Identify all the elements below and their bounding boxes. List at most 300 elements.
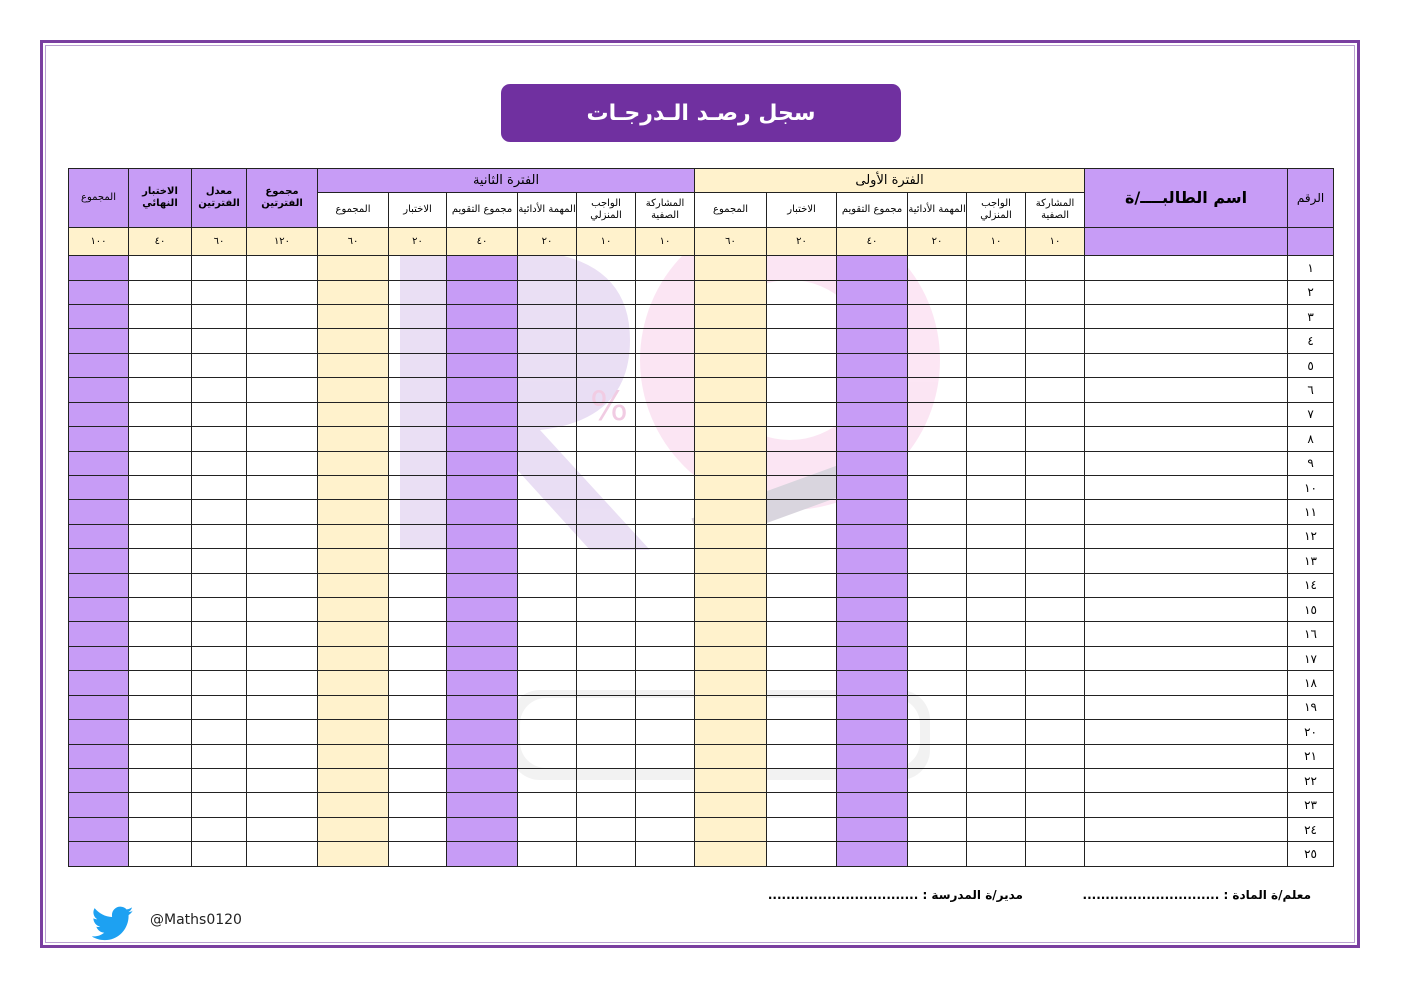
grade-cell[interactable] xyxy=(192,817,247,841)
grade-cell[interactable] xyxy=(577,353,636,377)
grade-cell[interactable] xyxy=(129,695,192,719)
grade-cell[interactable] xyxy=(837,500,908,524)
student-name-cell[interactable] xyxy=(1085,720,1288,744)
grade-cell[interactable] xyxy=(129,402,192,426)
grade-cell[interactable] xyxy=(389,817,447,841)
grade-cell[interactable] xyxy=(318,793,389,817)
grade-cell[interactable] xyxy=(767,695,837,719)
grade-cell[interactable] xyxy=(837,475,908,499)
grade-cell[interactable] xyxy=(695,671,767,695)
grade-cell[interactable] xyxy=(192,671,247,695)
grade-cell[interactable] xyxy=(389,329,447,353)
grade-cell[interactable] xyxy=(636,622,695,646)
grade-cell[interactable] xyxy=(908,671,967,695)
grade-cell[interactable] xyxy=(767,671,837,695)
grade-cell[interactable] xyxy=(247,524,318,548)
grade-cell[interactable] xyxy=(967,500,1026,524)
grade-cell[interactable] xyxy=(636,475,695,499)
grade-cell[interactable] xyxy=(192,256,247,280)
grade-cell[interactable] xyxy=(1026,817,1085,841)
grade-cell[interactable] xyxy=(129,280,192,304)
grade-cell[interactable] xyxy=(837,280,908,304)
grade-cell[interactable] xyxy=(767,793,837,817)
student-name-cell[interactable] xyxy=(1085,402,1288,426)
grade-cell[interactable] xyxy=(908,500,967,524)
student-name-cell[interactable] xyxy=(1085,793,1288,817)
grade-cell[interactable] xyxy=(695,720,767,744)
grade-cell[interactable] xyxy=(247,720,318,744)
grade-cell[interactable] xyxy=(318,280,389,304)
grade-cell[interactable] xyxy=(192,500,247,524)
grade-cell[interactable] xyxy=(129,524,192,548)
grade-cell[interactable] xyxy=(967,817,1026,841)
grade-cell[interactable] xyxy=(577,549,636,573)
grade-cell[interactable] xyxy=(636,598,695,622)
grade-cell[interactable] xyxy=(967,573,1026,597)
grade-cell[interactable] xyxy=(518,427,577,451)
grade-cell[interactable] xyxy=(577,524,636,548)
grade-cell[interactable] xyxy=(837,842,908,867)
grade-cell[interactable] xyxy=(636,304,695,328)
grade-cell[interactable] xyxy=(518,598,577,622)
grade-cell[interactable] xyxy=(447,475,518,499)
grade-cell[interactable] xyxy=(129,622,192,646)
grade-cell[interactable] xyxy=(908,280,967,304)
grade-cell[interactable] xyxy=(695,378,767,402)
grade-cell[interactable] xyxy=(767,573,837,597)
grade-cell[interactable] xyxy=(389,598,447,622)
grade-cell[interactable] xyxy=(518,549,577,573)
grade-cell[interactable] xyxy=(1026,329,1085,353)
grade-cell[interactable] xyxy=(636,280,695,304)
grade-cell[interactable] xyxy=(518,744,577,768)
grade-cell[interactable] xyxy=(577,451,636,475)
grade-cell[interactable] xyxy=(447,280,518,304)
grade-cell[interactable] xyxy=(577,475,636,499)
grade-cell[interactable] xyxy=(447,304,518,328)
grade-cell[interactable] xyxy=(247,402,318,426)
grade-cell[interactable] xyxy=(837,573,908,597)
grade-cell[interactable] xyxy=(247,671,318,695)
student-name-cell[interactable] xyxy=(1085,598,1288,622)
grade-cell[interactable] xyxy=(837,646,908,670)
grade-cell[interactable] xyxy=(389,353,447,377)
grade-cell[interactable] xyxy=(447,378,518,402)
grade-cell[interactable] xyxy=(695,475,767,499)
grade-cell[interactable] xyxy=(695,817,767,841)
grade-cell[interactable] xyxy=(129,353,192,377)
grade-cell[interactable] xyxy=(967,524,1026,548)
grade-cell[interactable] xyxy=(967,720,1026,744)
grade-cell[interactable] xyxy=(318,378,389,402)
grade-cell[interactable] xyxy=(192,304,247,328)
grade-cell[interactable] xyxy=(577,573,636,597)
grade-cell[interactable] xyxy=(636,744,695,768)
grade-cell[interactable] xyxy=(447,671,518,695)
grade-cell[interactable] xyxy=(1026,256,1085,280)
grade-cell[interactable] xyxy=(577,256,636,280)
student-name-cell[interactable] xyxy=(1085,475,1288,499)
grade-cell[interactable] xyxy=(767,304,837,328)
grade-cell[interactable] xyxy=(908,842,967,867)
grade-cell[interactable] xyxy=(318,720,389,744)
student-name-cell[interactable] xyxy=(1085,304,1288,328)
student-name-cell[interactable] xyxy=(1085,280,1288,304)
grade-cell[interactable] xyxy=(1026,622,1085,646)
grade-cell[interactable] xyxy=(69,304,129,328)
grade-cell[interactable] xyxy=(318,598,389,622)
grade-cell[interactable] xyxy=(247,573,318,597)
grade-cell[interactable] xyxy=(767,720,837,744)
grade-cell[interactable] xyxy=(389,256,447,280)
grade-cell[interactable] xyxy=(967,256,1026,280)
student-name-cell[interactable] xyxy=(1085,500,1288,524)
grade-cell[interactable] xyxy=(447,256,518,280)
grade-cell[interactable] xyxy=(518,622,577,646)
grade-cell[interactable] xyxy=(129,451,192,475)
grade-cell[interactable] xyxy=(247,549,318,573)
student-name-cell[interactable] xyxy=(1085,329,1288,353)
grade-cell[interactable] xyxy=(695,304,767,328)
grade-cell[interactable] xyxy=(447,622,518,646)
grade-cell[interactable] xyxy=(636,500,695,524)
grade-cell[interactable] xyxy=(908,304,967,328)
grade-cell[interactable] xyxy=(518,817,577,841)
grade-cell[interactable] xyxy=(636,720,695,744)
grade-cell[interactable] xyxy=(447,524,518,548)
grade-cell[interactable] xyxy=(518,378,577,402)
grade-cell[interactable] xyxy=(518,573,577,597)
grade-cell[interactable] xyxy=(837,402,908,426)
student-name-cell[interactable] xyxy=(1085,549,1288,573)
grade-cell[interactable] xyxy=(389,475,447,499)
grade-cell[interactable] xyxy=(767,475,837,499)
grade-cell[interactable] xyxy=(69,329,129,353)
grade-cell[interactable] xyxy=(129,573,192,597)
grade-cell[interactable] xyxy=(389,500,447,524)
grade-cell[interactable] xyxy=(447,793,518,817)
grade-cell[interactable] xyxy=(967,451,1026,475)
grade-cell[interactable] xyxy=(636,427,695,451)
grade-cell[interactable] xyxy=(695,524,767,548)
grade-cell[interactable] xyxy=(1026,402,1085,426)
grade-cell[interactable] xyxy=(767,451,837,475)
grade-cell[interactable] xyxy=(837,671,908,695)
grade-cell[interactable] xyxy=(389,768,447,792)
grade-cell[interactable] xyxy=(389,378,447,402)
grade-cell[interactable] xyxy=(837,451,908,475)
grade-cell[interactable] xyxy=(1026,744,1085,768)
grade-cell[interactable] xyxy=(518,524,577,548)
grade-cell[interactable] xyxy=(695,646,767,670)
grade-cell[interactable] xyxy=(767,378,837,402)
grade-cell[interactable] xyxy=(389,549,447,573)
grade-cell[interactable] xyxy=(577,842,636,867)
grade-cell[interactable] xyxy=(837,598,908,622)
grade-cell[interactable] xyxy=(767,842,837,867)
grade-cell[interactable] xyxy=(577,622,636,646)
grade-cell[interactable] xyxy=(447,549,518,573)
grade-cell[interactable] xyxy=(837,720,908,744)
grade-cell[interactable] xyxy=(908,353,967,377)
grade-cell[interactable] xyxy=(69,549,129,573)
grade-cell[interactable] xyxy=(837,793,908,817)
grade-cell[interactable] xyxy=(192,475,247,499)
grade-cell[interactable] xyxy=(636,817,695,841)
grade-cell[interactable] xyxy=(129,329,192,353)
grade-cell[interactable] xyxy=(767,549,837,573)
grade-cell[interactable] xyxy=(967,622,1026,646)
grade-cell[interactable] xyxy=(636,256,695,280)
grade-cell[interactable] xyxy=(247,500,318,524)
grade-cell[interactable] xyxy=(129,549,192,573)
grade-cell[interactable] xyxy=(1026,842,1085,867)
grade-cell[interactable] xyxy=(767,256,837,280)
grade-cell[interactable] xyxy=(69,256,129,280)
grade-cell[interactable] xyxy=(447,768,518,792)
grade-cell[interactable] xyxy=(247,280,318,304)
grade-cell[interactable] xyxy=(518,842,577,867)
grade-cell[interactable] xyxy=(69,524,129,548)
grade-cell[interactable] xyxy=(908,549,967,573)
grade-cell[interactable] xyxy=(192,842,247,867)
grade-cell[interactable] xyxy=(129,475,192,499)
grade-cell[interactable] xyxy=(636,451,695,475)
grade-cell[interactable] xyxy=(908,378,967,402)
grade-cell[interactable] xyxy=(636,646,695,670)
grade-cell[interactable] xyxy=(695,329,767,353)
grade-cell[interactable] xyxy=(518,304,577,328)
grade-cell[interactable] xyxy=(69,793,129,817)
grade-cell[interactable] xyxy=(1026,427,1085,451)
grade-cell[interactable] xyxy=(129,378,192,402)
grade-cell[interactable] xyxy=(518,402,577,426)
grade-cell[interactable] xyxy=(389,695,447,719)
grade-cell[interactable] xyxy=(518,793,577,817)
grade-cell[interactable] xyxy=(636,573,695,597)
grade-cell[interactable] xyxy=(447,573,518,597)
grade-cell[interactable] xyxy=(837,329,908,353)
grade-cell[interactable] xyxy=(967,329,1026,353)
grade-cell[interactable] xyxy=(636,549,695,573)
grade-cell[interactable] xyxy=(1026,695,1085,719)
grade-cell[interactable] xyxy=(577,695,636,719)
grade-cell[interactable] xyxy=(767,622,837,646)
grade-cell[interactable] xyxy=(695,768,767,792)
student-name-cell[interactable] xyxy=(1085,671,1288,695)
grade-cell[interactable] xyxy=(318,427,389,451)
grade-cell[interactable] xyxy=(518,280,577,304)
grade-cell[interactable] xyxy=(192,402,247,426)
grade-cell[interactable] xyxy=(1026,768,1085,792)
grade-cell[interactable] xyxy=(908,573,967,597)
grade-cell[interactable] xyxy=(389,744,447,768)
grade-cell[interactable] xyxy=(318,549,389,573)
grade-cell[interactable] xyxy=(967,427,1026,451)
grade-cell[interactable] xyxy=(129,500,192,524)
grade-cell[interactable] xyxy=(518,500,577,524)
grade-cell[interactable] xyxy=(837,695,908,719)
grade-cell[interactable] xyxy=(318,573,389,597)
grade-cell[interactable] xyxy=(518,720,577,744)
grade-cell[interactable] xyxy=(129,768,192,792)
grade-cell[interactable] xyxy=(69,475,129,499)
grade-cell[interactable] xyxy=(837,304,908,328)
grade-cell[interactable] xyxy=(518,451,577,475)
grade-cell[interactable] xyxy=(69,768,129,792)
grade-cell[interactable] xyxy=(318,304,389,328)
student-name-cell[interactable] xyxy=(1085,353,1288,377)
grade-cell[interactable] xyxy=(577,768,636,792)
grade-cell[interactable] xyxy=(247,793,318,817)
student-name-cell[interactable] xyxy=(1085,524,1288,548)
grade-cell[interactable] xyxy=(389,622,447,646)
grade-cell[interactable] xyxy=(767,744,837,768)
grade-cell[interactable] xyxy=(192,378,247,402)
grade-cell[interactable] xyxy=(192,622,247,646)
grade-cell[interactable] xyxy=(69,280,129,304)
grade-cell[interactable] xyxy=(318,329,389,353)
grade-cell[interactable] xyxy=(247,622,318,646)
grade-cell[interactable] xyxy=(192,793,247,817)
grade-cell[interactable] xyxy=(69,842,129,867)
grade-cell[interactable] xyxy=(192,451,247,475)
grade-cell[interactable] xyxy=(69,427,129,451)
grade-cell[interactable] xyxy=(318,451,389,475)
grade-cell[interactable] xyxy=(1026,720,1085,744)
grade-cell[interactable] xyxy=(695,500,767,524)
grade-cell[interactable] xyxy=(908,475,967,499)
student-name-cell[interactable] xyxy=(1085,451,1288,475)
grade-cell[interactable] xyxy=(447,646,518,670)
grade-cell[interactable] xyxy=(837,817,908,841)
grade-cell[interactable] xyxy=(967,475,1026,499)
grade-cell[interactable] xyxy=(1026,475,1085,499)
grade-cell[interactable] xyxy=(695,451,767,475)
grade-cell[interactable] xyxy=(695,280,767,304)
grade-cell[interactable] xyxy=(389,451,447,475)
grade-cell[interactable] xyxy=(69,671,129,695)
grade-cell[interactable] xyxy=(192,646,247,670)
grade-cell[interactable] xyxy=(1026,671,1085,695)
grade-cell[interactable] xyxy=(192,598,247,622)
grade-cell[interactable] xyxy=(192,329,247,353)
student-name-cell[interactable] xyxy=(1085,427,1288,451)
grade-cell[interactable] xyxy=(447,842,518,867)
student-name-cell[interactable] xyxy=(1085,622,1288,646)
grade-cell[interactable] xyxy=(767,646,837,670)
grade-cell[interactable] xyxy=(192,524,247,548)
grade-cell[interactable] xyxy=(577,598,636,622)
grade-cell[interactable] xyxy=(247,378,318,402)
grade-cell[interactable] xyxy=(967,304,1026,328)
grade-cell[interactable] xyxy=(695,427,767,451)
grade-cell[interactable] xyxy=(767,500,837,524)
grade-cell[interactable] xyxy=(247,817,318,841)
grade-cell[interactable] xyxy=(695,353,767,377)
grade-cell[interactable] xyxy=(908,695,967,719)
grade-cell[interactable] xyxy=(389,842,447,867)
grade-cell[interactable] xyxy=(518,256,577,280)
grade-cell[interactable] xyxy=(318,475,389,499)
grade-cell[interactable] xyxy=(695,402,767,426)
grade-cell[interactable] xyxy=(447,598,518,622)
grade-cell[interactable] xyxy=(192,280,247,304)
grade-cell[interactable] xyxy=(695,842,767,867)
student-name-cell[interactable] xyxy=(1085,646,1288,670)
grade-cell[interactable] xyxy=(767,280,837,304)
grade-cell[interactable] xyxy=(636,524,695,548)
grade-cell[interactable] xyxy=(636,402,695,426)
grade-cell[interactable] xyxy=(518,475,577,499)
grade-cell[interactable] xyxy=(247,475,318,499)
grade-cell[interactable] xyxy=(577,500,636,524)
grade-cell[interactable] xyxy=(129,256,192,280)
grade-cell[interactable] xyxy=(318,353,389,377)
grade-cell[interactable] xyxy=(1026,573,1085,597)
grade-cell[interactable] xyxy=(695,573,767,597)
grade-cell[interactable] xyxy=(767,427,837,451)
grade-cell[interactable] xyxy=(908,817,967,841)
grade-cell[interactable] xyxy=(967,549,1026,573)
grade-cell[interactable] xyxy=(69,817,129,841)
grade-cell[interactable] xyxy=(69,720,129,744)
grade-cell[interactable] xyxy=(192,353,247,377)
grade-cell[interactable] xyxy=(447,744,518,768)
grade-cell[interactable] xyxy=(908,524,967,548)
grade-cell[interactable] xyxy=(192,573,247,597)
grade-cell[interactable] xyxy=(967,280,1026,304)
grade-cell[interactable] xyxy=(695,598,767,622)
grade-cell[interactable] xyxy=(967,671,1026,695)
grade-cell[interactable] xyxy=(695,622,767,646)
grade-cell[interactable] xyxy=(318,695,389,719)
grade-cell[interactable] xyxy=(577,817,636,841)
grade-cell[interactable] xyxy=(837,524,908,548)
grade-cell[interactable] xyxy=(577,646,636,670)
grade-cell[interactable] xyxy=(577,402,636,426)
grade-cell[interactable] xyxy=(69,451,129,475)
grade-cell[interactable] xyxy=(447,427,518,451)
grade-cell[interactable] xyxy=(967,793,1026,817)
grade-cell[interactable] xyxy=(129,720,192,744)
grade-cell[interactable] xyxy=(129,304,192,328)
grade-cell[interactable] xyxy=(577,378,636,402)
grade-cell[interactable] xyxy=(69,598,129,622)
grade-cell[interactable] xyxy=(577,427,636,451)
grade-cell[interactable] xyxy=(518,768,577,792)
grade-cell[interactable] xyxy=(389,793,447,817)
grade-cell[interactable] xyxy=(908,622,967,646)
grade-cell[interactable] xyxy=(767,817,837,841)
student-name-cell[interactable] xyxy=(1085,378,1288,402)
grade-cell[interactable] xyxy=(695,793,767,817)
grade-cell[interactable] xyxy=(518,353,577,377)
grade-cell[interactable] xyxy=(967,353,1026,377)
grade-cell[interactable] xyxy=(318,768,389,792)
grade-cell[interactable] xyxy=(837,622,908,646)
grade-cell[interactable] xyxy=(518,646,577,670)
grade-cell[interactable] xyxy=(908,402,967,426)
grade-cell[interactable] xyxy=(247,353,318,377)
grade-cell[interactable] xyxy=(318,744,389,768)
grade-cell[interactable] xyxy=(247,427,318,451)
grade-cell[interactable] xyxy=(837,549,908,573)
grade-cell[interactable] xyxy=(192,549,247,573)
grade-cell[interactable] xyxy=(247,451,318,475)
grade-cell[interactable] xyxy=(636,378,695,402)
grade-cell[interactable] xyxy=(1026,280,1085,304)
